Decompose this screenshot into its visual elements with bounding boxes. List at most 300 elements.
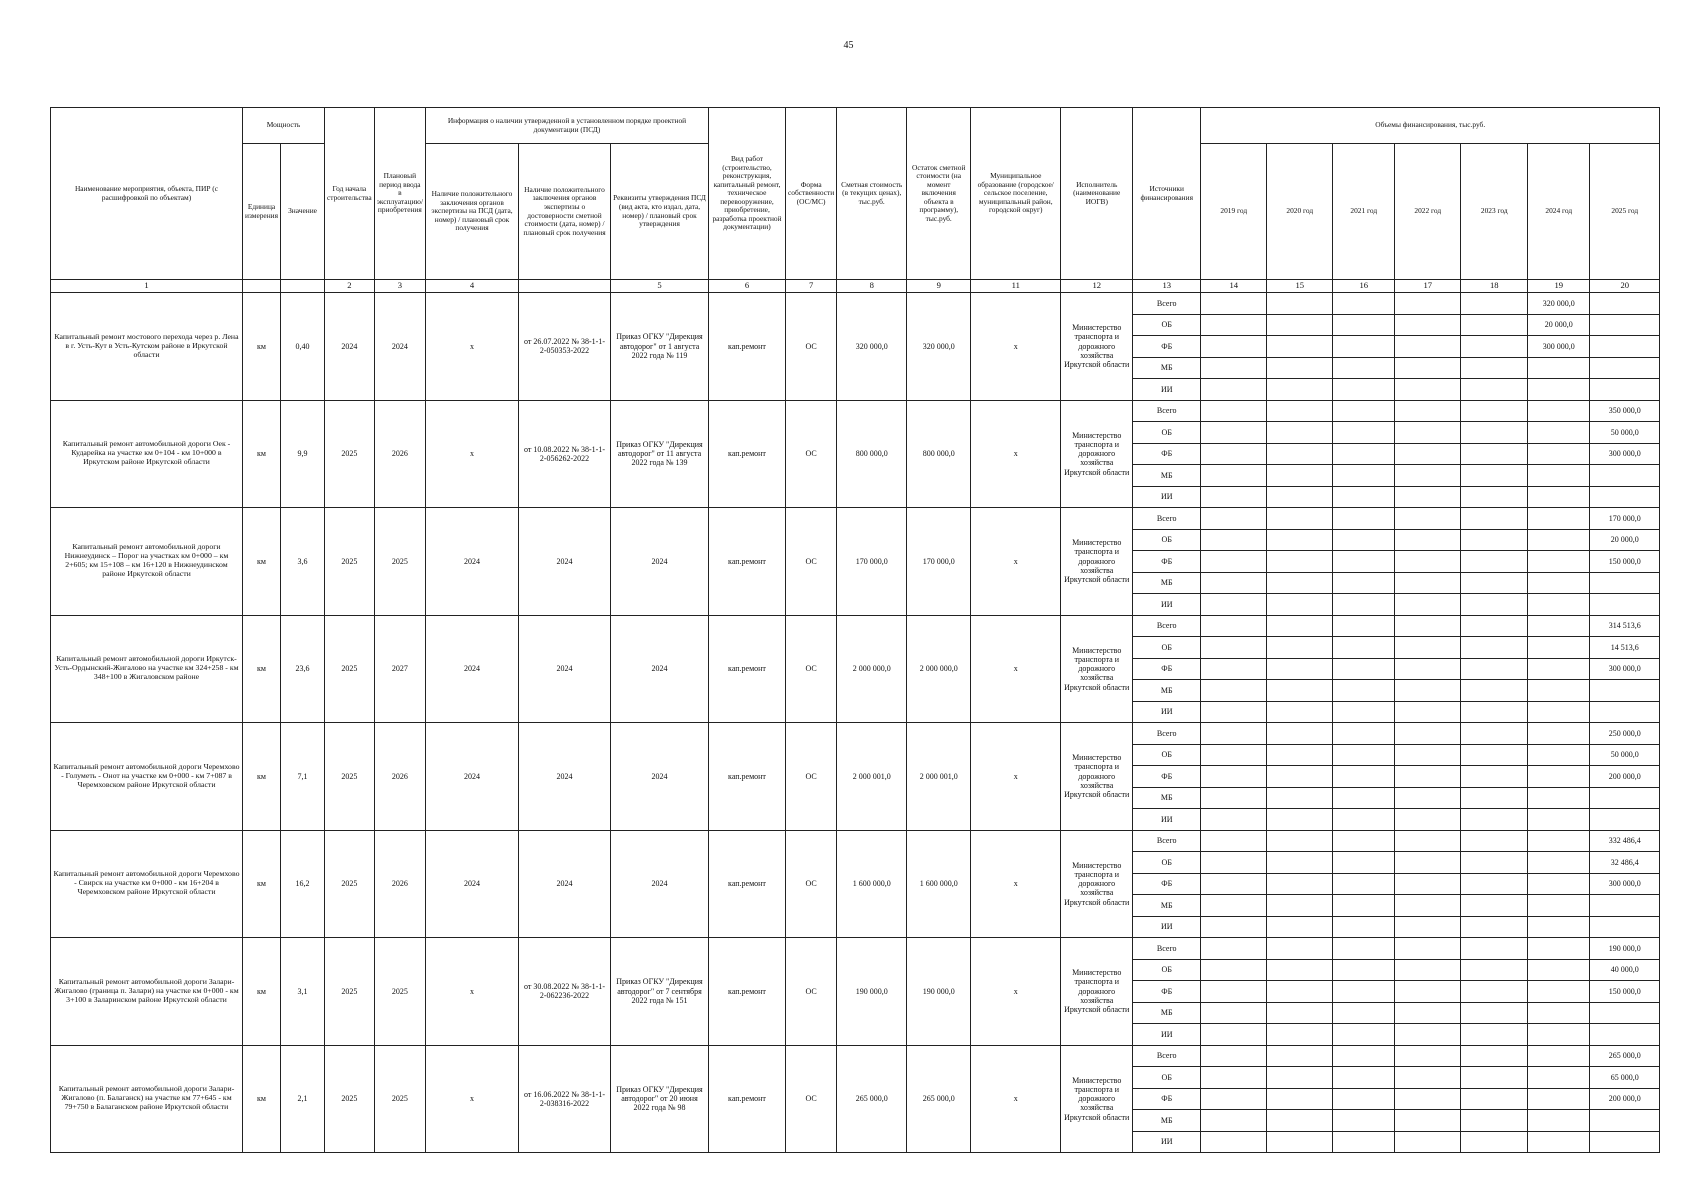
amount-cell <box>1201 830 1267 852</box>
amount-cell <box>1528 1067 1590 1089</box>
municipality-cell: х <box>971 400 1061 508</box>
amount-cell <box>1333 465 1395 487</box>
amount-cell <box>1267 959 1333 981</box>
header-sources: Источники финансирования <box>1133 108 1201 280</box>
amount-cell <box>1395 379 1461 401</box>
funding-source-cell: МБ <box>1133 465 1201 487</box>
column-numbers-row <box>51 280 1660 293</box>
amount-cell <box>1461 873 1528 895</box>
amount-cell <box>1395 637 1461 659</box>
psd-expert-cell: х <box>426 1045 519 1153</box>
funding-source-cell: ФБ <box>1133 658 1201 680</box>
amount-cell <box>1333 1131 1395 1153</box>
funding-source-cell: Всего <box>1133 1045 1201 1067</box>
amount-cell <box>1333 1067 1395 1089</box>
amount-cell <box>1395 680 1461 702</box>
amount-cell <box>1267 336 1333 358</box>
amount-cell <box>1528 830 1590 852</box>
amount-cell <box>1267 701 1333 723</box>
work-type-cell: кап.ремонт <box>709 938 786 1046</box>
value-cell: 23,6 <box>281 615 325 723</box>
funding-source-cell: ОБ <box>1133 314 1201 336</box>
amount-cell: 250 000,0 <box>1590 723 1660 745</box>
funding-source-cell: ОБ <box>1133 529 1201 551</box>
amount-cell <box>1528 680 1590 702</box>
header-year: 2020 год <box>1267 144 1333 280</box>
remainder-cell: 190 000,0 <box>907 938 971 1046</box>
table-row <box>51 615 1660 637</box>
amount-cell <box>1201 465 1267 487</box>
funding-source-cell: МБ <box>1133 680 1201 702</box>
amount-cell <box>1590 1110 1660 1132</box>
amount-cell <box>1201 1067 1267 1089</box>
amount-cell: 320 000,0 <box>1528 293 1590 315</box>
column-number: 11 <box>971 280 1061 293</box>
column-number: 14 <box>1201 280 1267 293</box>
amount-cell <box>1333 852 1395 874</box>
amount-cell: 32 486,4 <box>1590 852 1660 874</box>
work-type-cell: кап.ремонт <box>709 508 786 616</box>
amount-cell <box>1590 379 1660 401</box>
header-work-type: Вид работ (строительство, реконструкция, капитальный ремонт, техническое перевооружение, приобретение, разработка проектной документации) <box>709 108 786 280</box>
municipality-cell: х <box>971 293 1061 401</box>
ownership-cell: ОС <box>786 400 837 508</box>
executor-cell: Министерство транспорта и дорожного хозяйства Иркутской области <box>1061 1045 1133 1153</box>
psd-expert-cell: х <box>426 938 519 1046</box>
amount-cell <box>1461 1045 1528 1067</box>
amount-cell <box>1395 938 1461 960</box>
funding-source-cell: ИИ <box>1133 916 1201 938</box>
amount-cell <box>1395 1088 1461 1110</box>
amount-cell <box>1461 895 1528 917</box>
psd-expert-cell: 2024 <box>426 830 519 938</box>
ownership-cell: ОС <box>786 938 837 1046</box>
amount-cell: 14 513,6 <box>1590 637 1660 659</box>
amount-cell <box>1333 314 1395 336</box>
amount-cell: 150 000,0 <box>1590 551 1660 573</box>
psd-approval-cell: 2024 <box>611 830 709 938</box>
amount-cell <box>1333 1088 1395 1110</box>
value-cell: 7,1 <box>281 723 325 831</box>
amount-cell <box>1528 852 1590 874</box>
estimate-cell: 2 000 000,0 <box>837 615 907 723</box>
amount-cell <box>1461 422 1528 444</box>
funding-source-cell: Всего <box>1133 723 1201 745</box>
amount-cell <box>1267 551 1333 573</box>
amount-cell <box>1267 1088 1333 1110</box>
header-psd-approval: Реквизиты утверждения ПСД (вид акта, кто издал, дата, номер) / плановый срок утверждения <box>611 144 709 280</box>
value-cell: 2,1 <box>281 1045 325 1153</box>
amount-cell <box>1267 486 1333 508</box>
psd-expert-cell: х <box>426 293 519 401</box>
amount-cell <box>1201 1131 1267 1153</box>
amount-cell <box>1333 293 1395 315</box>
table-body <box>51 293 1660 1153</box>
amount-cell <box>1395 873 1461 895</box>
amount-cell <box>1528 379 1590 401</box>
header-municipality: Муниципальное образование (городское/сельское поселение, муниципальный район, городской округ) <box>971 108 1061 280</box>
amount-cell <box>1395 959 1461 981</box>
header-year: 2024 год <box>1528 144 1590 280</box>
psd-approval-cell: 2024 <box>611 723 709 831</box>
unit-cell: км <box>243 1045 281 1153</box>
amount-cell <box>1395 551 1461 573</box>
amount-cell <box>1528 766 1590 788</box>
amount-cell <box>1201 336 1267 358</box>
estimate-cell: 1 600 000,0 <box>837 830 907 938</box>
psd-approval-cell: 2024 <box>611 615 709 723</box>
amount-cell <box>1528 938 1590 960</box>
amount-cell <box>1267 766 1333 788</box>
amount-cell <box>1201 680 1267 702</box>
amount-cell <box>1461 658 1528 680</box>
amount-cell <box>1267 680 1333 702</box>
amount-cell <box>1461 357 1528 379</box>
municipality-cell: х <box>971 830 1061 938</box>
amount-cell <box>1590 357 1660 379</box>
amount-cell <box>1461 1024 1528 1046</box>
amount-cell: 300 000,0 <box>1590 443 1660 465</box>
commission-cell: 2026 <box>374 723 425 831</box>
column-number <box>281 280 325 293</box>
funding-source-cell: МБ <box>1133 895 1201 917</box>
amount-cell <box>1395 572 1461 594</box>
remainder-cell: 800 000,0 <box>907 400 971 508</box>
amount-cell: 65 000,0 <box>1590 1067 1660 1089</box>
municipality-cell: х <box>971 615 1061 723</box>
amount-cell <box>1461 1002 1528 1024</box>
amount-cell: 40 000,0 <box>1590 959 1660 981</box>
amount-cell <box>1461 723 1528 745</box>
header-year: 2021 год <box>1333 144 1395 280</box>
psd-approval-cell: Приказ ОГКУ "Дирекция автодорог" от 11 августа 2022 года № 139 <box>611 400 709 508</box>
column-number: 9 <box>907 280 971 293</box>
work-type-cell: кап.ремонт <box>709 293 786 401</box>
municipality-cell: х <box>971 508 1061 616</box>
column-number: 8 <box>837 280 907 293</box>
amount-cell <box>1333 508 1395 530</box>
funding-source-cell: ФБ <box>1133 873 1201 895</box>
remainder-cell: 320 000,0 <box>907 293 971 401</box>
executor-cell: Министерство транспорта и дорожного хозяйства Иркутской области <box>1061 508 1133 616</box>
amount-cell <box>1201 1045 1267 1067</box>
amount-cell <box>1590 336 1660 358</box>
amount-cell <box>1267 1110 1333 1132</box>
amount-cell <box>1590 486 1660 508</box>
executor-cell: Министерство транспорта и дорожного хозяйства Иркутской области <box>1061 830 1133 938</box>
amount-cell <box>1528 486 1590 508</box>
table-row <box>51 293 1660 315</box>
ownership-cell: ОС <box>786 293 837 401</box>
amount-cell <box>1333 400 1395 422</box>
funding-source-cell: Всего <box>1133 293 1201 315</box>
object-name: Капитальный ремонт автомобильной дороги Иркутск-Усть-Ордынский-Жигалово на участке км 324+258 - км 348+100 в Жигаловском районе <box>51 615 243 723</box>
table-row <box>51 830 1660 852</box>
amount-cell <box>1395 615 1461 637</box>
table-row <box>51 723 1660 745</box>
funding-source-cell: ФБ <box>1133 443 1201 465</box>
amount-cell <box>1201 1002 1267 1024</box>
amount-cell <box>1201 938 1267 960</box>
amount-cell <box>1395 1067 1461 1089</box>
amount-cell <box>1267 809 1333 831</box>
amount-cell <box>1395 293 1461 315</box>
amount-cell <box>1395 508 1461 530</box>
amount-cell <box>1590 1002 1660 1024</box>
amount-cell <box>1395 486 1461 508</box>
psd-expert-cell: 2024 <box>426 508 519 616</box>
amount-cell <box>1267 1002 1333 1024</box>
amount-cell <box>1395 701 1461 723</box>
psd-approval-cell: 2024 <box>611 508 709 616</box>
header-psd-cost: Наличие положительного заключения органов экспертизы о достоверности сметной стоимости (дата, номер) / плановый срок получения <box>519 144 611 280</box>
amount-cell: 300 000,0 <box>1590 873 1660 895</box>
header-value: Значение <box>281 144 325 280</box>
funding-source-cell: ФБ <box>1133 766 1201 788</box>
executor-cell: Министерство транспорта и дорожного хозяйства Иркутской области <box>1061 400 1133 508</box>
amount-cell <box>1395 1002 1461 1024</box>
amount-cell <box>1528 809 1590 831</box>
amount-cell <box>1333 551 1395 573</box>
amount-cell <box>1528 701 1590 723</box>
funding-source-cell: МБ <box>1133 572 1201 594</box>
object-name: Капитальный ремонт мостового перехода через р. Лена в г. Усть-Кут в Усть-Кутском районе в Иркутской области <box>51 293 243 401</box>
amount-cell <box>1333 529 1395 551</box>
amount-cell <box>1267 981 1333 1003</box>
amount-cell <box>1590 895 1660 917</box>
estimate-cell: 800 000,0 <box>837 400 907 508</box>
amount-cell: 200 000,0 <box>1590 1088 1660 1110</box>
amount-cell <box>1461 336 1528 358</box>
funding-source-cell: ИИ <box>1133 594 1201 616</box>
header-year: 2025 год <box>1590 144 1660 280</box>
amount-cell <box>1267 465 1333 487</box>
amount-cell: 314 513,6 <box>1590 615 1660 637</box>
funding-source-cell: ИИ <box>1133 1131 1201 1153</box>
amount-cell <box>1528 1088 1590 1110</box>
amount-cell <box>1395 916 1461 938</box>
amount-cell <box>1267 422 1333 444</box>
amount-cell <box>1333 680 1395 702</box>
unit-cell: км <box>243 400 281 508</box>
column-number: 17 <box>1395 280 1461 293</box>
amount-cell <box>1528 1002 1590 1024</box>
amount-cell <box>1528 637 1590 659</box>
amount-cell <box>1528 357 1590 379</box>
funding-source-cell: ОБ <box>1133 852 1201 874</box>
column-number: 16 <box>1333 280 1395 293</box>
amount-cell <box>1333 336 1395 358</box>
funding-source-cell: ФБ <box>1133 551 1201 573</box>
amount-cell <box>1461 637 1528 659</box>
amount-cell <box>1395 594 1461 616</box>
column-number: 4 <box>426 280 519 293</box>
amount-cell <box>1461 314 1528 336</box>
value-cell: 3,1 <box>281 938 325 1046</box>
remainder-cell: 265 000,0 <box>907 1045 971 1153</box>
amount-cell <box>1461 529 1528 551</box>
amount-cell <box>1267 1131 1333 1153</box>
amount-cell <box>1461 787 1528 809</box>
amount-cell <box>1201 1024 1267 1046</box>
psd-expert-cell: 2024 <box>426 723 519 831</box>
amount-cell <box>1333 594 1395 616</box>
psd-expert-cell: х <box>426 400 519 508</box>
unit-cell: км <box>243 830 281 938</box>
object-name: Капитальный ремонт автомобильной дороги Залари-Жигалово (граница п. Залари) на участке км 0+000 - км 3+100 в Заларинском районе Иркутской области <box>51 938 243 1046</box>
estimate-cell: 320 000,0 <box>837 293 907 401</box>
amount-cell <box>1395 529 1461 551</box>
amount-cell <box>1267 938 1333 960</box>
value-cell: 9,9 <box>281 400 325 508</box>
amount-cell <box>1461 508 1528 530</box>
amount-cell <box>1267 916 1333 938</box>
amount-cell <box>1201 637 1267 659</box>
amount-cell <box>1333 981 1395 1003</box>
executor-cell: Министерство транспорта и дорожного хозяйства Иркутской области <box>1061 615 1133 723</box>
work-type-cell: кап.ремонт <box>709 830 786 938</box>
object-name: Капитальный ремонт автомобильной дороги Черемхово - Свирск на участке км 0+000 - км 16+204 в Черемховском районе Иркутской области <box>51 830 243 938</box>
amount-cell: 300 000,0 <box>1590 658 1660 680</box>
amount-cell <box>1201 766 1267 788</box>
amount-cell <box>1461 916 1528 938</box>
amount-cell: 200 000,0 <box>1590 766 1660 788</box>
amount-cell <box>1201 916 1267 938</box>
unit-cell: км <box>243 723 281 831</box>
amount-cell <box>1201 486 1267 508</box>
psd-cost-cell: 2024 <box>519 508 611 616</box>
funding-source-cell: ОБ <box>1133 637 1201 659</box>
object-name: Капитальный ремонт автомобильной дороги Черемхово - Голуметь - Онот на участке км 0+000 - км 7+087 в Черемховском районе Иркутской области <box>51 723 243 831</box>
header-executor: Исполнитель (наименование ИОГВ) <box>1061 108 1133 280</box>
amount-cell <box>1461 400 1528 422</box>
amount-cell <box>1333 443 1395 465</box>
amount-cell <box>1201 379 1267 401</box>
amount-cell <box>1201 422 1267 444</box>
amount-cell: 20 000,0 <box>1528 314 1590 336</box>
amount-cell: 50 000,0 <box>1590 744 1660 766</box>
funding-source-cell: ИИ <box>1133 379 1201 401</box>
amount-cell <box>1333 572 1395 594</box>
amount-cell <box>1461 1088 1528 1110</box>
amount-cell <box>1528 551 1590 573</box>
table-row <box>51 938 1660 960</box>
amount-cell <box>1395 1024 1461 1046</box>
amount-cell <box>1201 508 1267 530</box>
header-start-year: Год начала строительства <box>325 108 375 280</box>
unit-cell: км <box>243 293 281 401</box>
amount-cell <box>1201 809 1267 831</box>
amount-cell <box>1590 809 1660 831</box>
amount-cell <box>1333 422 1395 444</box>
amount-cell <box>1267 830 1333 852</box>
amount-cell <box>1528 1045 1590 1067</box>
psd-cost-cell: от 30.08.2022 № 38-1-1-2-062236-2022 <box>519 938 611 1046</box>
amount-cell <box>1461 551 1528 573</box>
start-year-cell: 2025 <box>325 723 375 831</box>
amount-cell <box>1201 529 1267 551</box>
header-psd-info: Информация о наличии утвержденной в установленном порядке проектной документации (ПСД) <box>426 108 709 144</box>
amount-cell <box>1333 959 1395 981</box>
amount-cell <box>1267 572 1333 594</box>
unit-cell: км <box>243 938 281 1046</box>
column-number: 5 <box>611 280 709 293</box>
value-cell: 3,6 <box>281 508 325 616</box>
psd-cost-cell: от 26.07.2022 № 38-1-1-2-050353-2022 <box>519 293 611 401</box>
psd-approval-cell: Приказ ОГКУ "Дирекция автодорог" от 7 сентября 2022 года № 151 <box>611 938 709 1046</box>
column-number: 12 <box>1061 280 1133 293</box>
amount-cell <box>1267 658 1333 680</box>
amount-cell <box>1395 723 1461 745</box>
amount-cell <box>1333 1110 1395 1132</box>
amount-cell <box>1395 1110 1461 1132</box>
amount-cell: 350 000,0 <box>1590 400 1660 422</box>
amount-cell <box>1333 723 1395 745</box>
table-row <box>51 508 1660 530</box>
amount-cell <box>1333 379 1395 401</box>
amount-cell <box>1201 787 1267 809</box>
amount-cell <box>1201 551 1267 573</box>
column-number <box>519 280 611 293</box>
municipality-cell: х <box>971 938 1061 1046</box>
amount-cell <box>1267 723 1333 745</box>
amount-cell <box>1201 959 1267 981</box>
psd-cost-cell: 2024 <box>519 830 611 938</box>
estimate-cell: 2 000 001,0 <box>837 723 907 831</box>
amount-cell <box>1201 293 1267 315</box>
unit-cell: км <box>243 615 281 723</box>
funding-source-cell: ИИ <box>1133 1024 1201 1046</box>
amount-cell <box>1333 787 1395 809</box>
amount-cell <box>1201 443 1267 465</box>
amount-cell <box>1590 1131 1660 1153</box>
header-commission: Плановый период ввода в эксплуатацию/приобретения <box>374 108 425 280</box>
amount-cell <box>1395 809 1461 831</box>
table-row <box>51 400 1660 422</box>
amount-cell <box>1201 744 1267 766</box>
header-volumes: Объемы финансирования, тыс.руб. <box>1201 108 1660 144</box>
amount-cell <box>1528 594 1590 616</box>
amount-cell <box>1395 852 1461 874</box>
unit-cell: км <box>243 508 281 616</box>
amount-cell <box>1528 1024 1590 1046</box>
amount-cell <box>1267 787 1333 809</box>
start-year-cell: 2025 <box>325 615 375 723</box>
start-year-cell: 2025 <box>325 1045 375 1153</box>
psd-approval-cell: Приказ ОГКУ "Дирекция автодорог" от 20 июня 2022 года № 98 <box>611 1045 709 1153</box>
header-name: Наименование мероприятия, объекта, ПИР (с расшифровкой по объектам) <box>51 108 243 280</box>
amount-cell: 170 000,0 <box>1590 508 1660 530</box>
amount-cell <box>1461 959 1528 981</box>
amount-cell <box>1333 1002 1395 1024</box>
amount-cell <box>1267 1024 1333 1046</box>
amount-cell <box>1333 766 1395 788</box>
amount-cell: 150 000,0 <box>1590 981 1660 1003</box>
funding-source-cell: ИИ <box>1133 701 1201 723</box>
amount-cell <box>1267 314 1333 336</box>
table-header <box>51 108 1660 293</box>
amount-cell <box>1528 873 1590 895</box>
funding-source-cell: Всего <box>1133 938 1201 960</box>
amount-cell <box>1267 615 1333 637</box>
amount-cell <box>1333 637 1395 659</box>
amount-cell <box>1461 809 1528 831</box>
amount-cell <box>1395 1045 1461 1067</box>
amount-cell <box>1395 400 1461 422</box>
value-cell: 0,40 <box>281 293 325 401</box>
estimate-cell: 190 000,0 <box>837 938 907 1046</box>
amount-cell <box>1395 830 1461 852</box>
